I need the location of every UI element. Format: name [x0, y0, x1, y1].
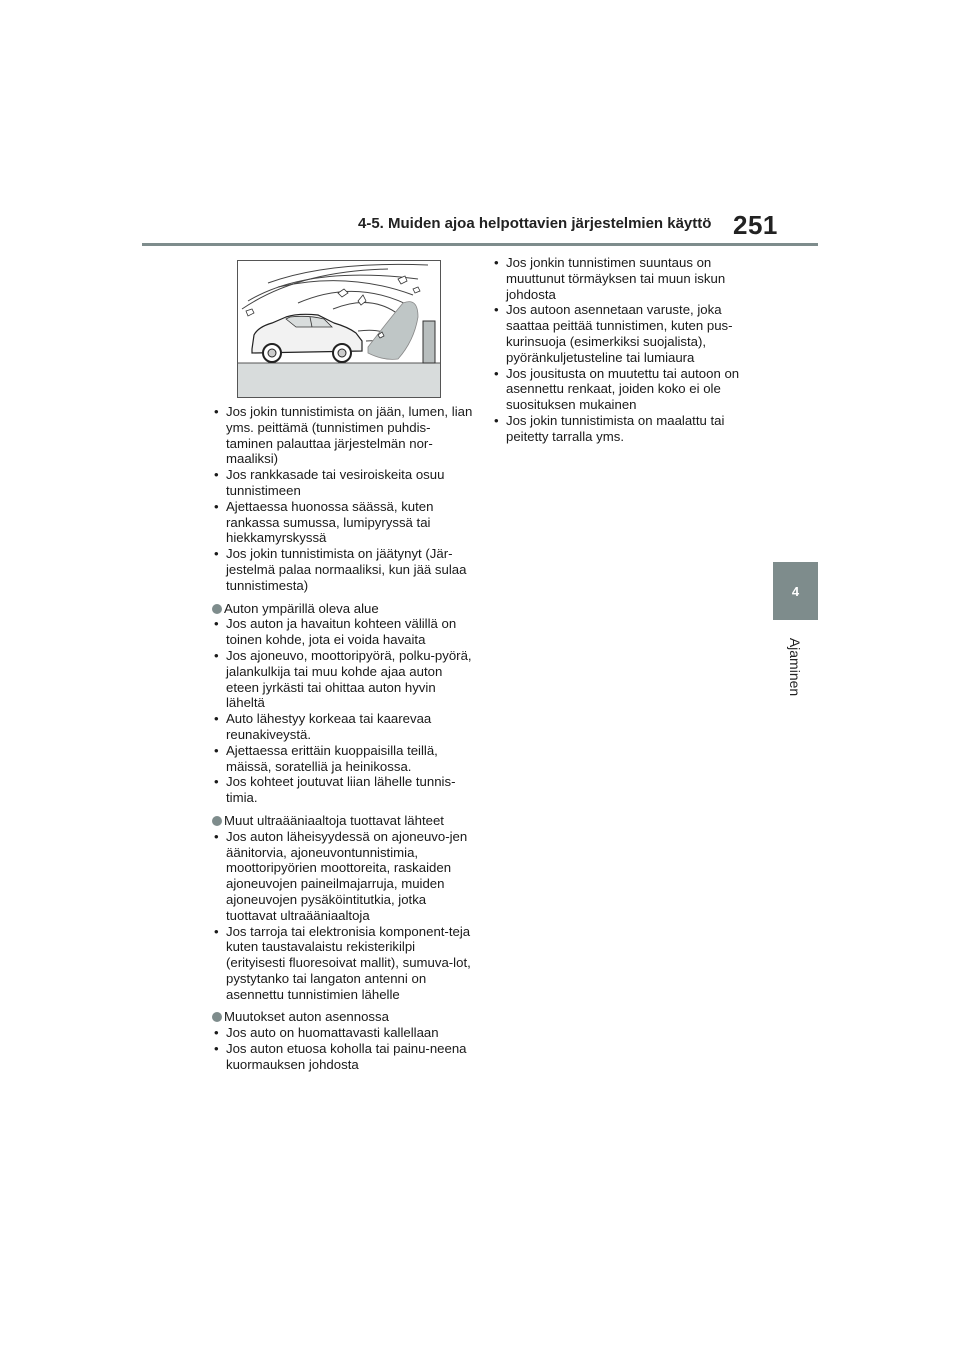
- list-item: • Ajettaessa erittäin kuoppaisilla teillä, mäissä, soratelliä ja heinikossa.: [212, 743, 474, 775]
- list-item: • Jos jousitusta on muutettu tai autoon on asennettu renkaat, joiden koko ei ole suosituksen mukainen: [492, 366, 757, 413]
- section-ultrasonic-sources: [212, 813, 474, 1003]
- section-vehicle-posture: [212, 1009, 474, 1072]
- chapter-label-text: Ajaminen: [787, 637, 803, 697]
- list-item: • Jos auton etuosa koholla tai painu-neena kuormauksen johdosta: [212, 1041, 474, 1073]
- section-bullet-icon: [212, 816, 222, 826]
- list-item: • Ajettaessa huonossa säässä, kuten rankassa sumussa, lumipyryssä tai hiekkamyrskyssä: [212, 499, 474, 546]
- right-list: [492, 255, 757, 445]
- list-item: • Jos jonkin tunnistimen suuntaus on muuttunut törmäyksen tai muun iskun johdosta: [492, 255, 757, 302]
- list-item: • Jos ajoneuvo, moottoripyörä, polku-pyörä, jalankulkija tai muu kohde ajaa auton eteen jyrkästi tai ohittaa auton hyvin läheltä: [212, 648, 474, 711]
- intro-list: [212, 404, 474, 594]
- list-item: • Jos kohteet joutuvat liian lähelle tunnis-timia.: [212, 774, 474, 806]
- list-item: • Auto lähestyy korkeaa tai kaarevaa reunakiveystä.: [212, 711, 474, 743]
- section-bullet-icon: [212, 1012, 222, 1022]
- road-surface: [238, 363, 440, 397]
- header-title: 4-5. Muiden ajoa helpottavien järjestelmien käyttö: [358, 215, 712, 232]
- section-heading: Muut ultraääniaaltoja tuottavat lähteet: [224, 812, 444, 828]
- list-item: • Jos auton ja havaitun kohteen välillä on toinen kohde, jota ei voida havaita: [212, 616, 474, 648]
- right-column: [492, 255, 757, 445]
- page-number: 251: [733, 210, 778, 240]
- section-surroundings: [212, 601, 474, 806]
- car-weather-illustration-svg: [238, 261, 440, 397]
- chapter-label: [772, 632, 818, 702]
- list-item: • Jos jokin tunnistimista on jään, lumen, lian yms. peittämä (tunnistimen puhdis-taminen palauttaa järjestelmän nor-maaliksi): [212, 404, 474, 467]
- chapter-tab: 4: [773, 562, 818, 620]
- section-heading: Muutokset auton asennossa: [224, 1009, 389, 1025]
- list-item: • Jos jokin tunnistimista on jäätynyt (Jär-jestelmä palaa normaaliksi, kun jää sulaa tunnistimesta): [212, 546, 474, 593]
- section-heading: Auton ympärillä oleva alue: [224, 600, 379, 616]
- list-item: • Jos autoon asennetaan varuste, joka saattaa peittää tunnistimen, kuten pus-kurinsuoja (esimerkiksi suojalista), pyöränkuljetusteline tai lumiaura: [492, 302, 757, 365]
- car-weather-illustration: [237, 260, 441, 398]
- left-column: [212, 404, 474, 1073]
- header-rule: [142, 243, 818, 246]
- list-item: • Jos rankkasade tai vesiroiskeita osuu tunnistimeen: [212, 467, 474, 499]
- list-item: • Jos auton läheisyydessä on ajoneuvo-jen äänitorvia, ajoneuvontunnistimia, moottoripyörien moottoreita, raskaiden ajoneuvojen paineilmajarruja, muiden ajoneuvojen pysäköintitutkia, jotka tuottavat ultraääniaaltoja: [212, 829, 474, 924]
- list-item: • Jos jokin tunnistimista on maalattu tai peitetty tarralla yms.: [492, 413, 757, 445]
- list-item: • Jos auto on huomattavasti kallellaan: [212, 1025, 474, 1041]
- list-item: • Jos tarroja tai elektronisia komponent-teja kuten taustavalaistu rekisterikilpi (erityisesti fluoresoivat mallit), sumuva-lot, pystytanko tai langaton antenni on asennettu tunnistimien lähelle: [212, 924, 474, 1003]
- pillar: [423, 321, 435, 363]
- section-bullet-icon: [212, 604, 222, 614]
